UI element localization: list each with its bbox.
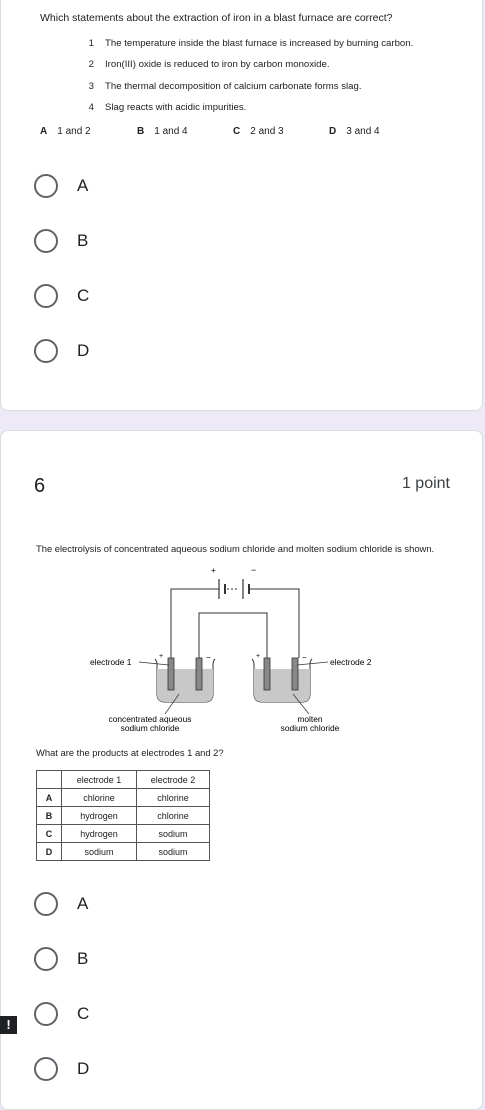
table-header-row (37, 771, 210, 789)
table-row (37, 825, 210, 843)
question-card-6 (0, 430, 483, 1110)
table-cell: C (37, 825, 62, 843)
electrode-1-rod (168, 658, 174, 690)
left-solution-label-1: concentrated aqueous (108, 714, 192, 724)
right-anode-rod (264, 658, 270, 690)
electrode-2-label: electrode 2 (330, 657, 372, 667)
right-melt-label-1: molten (297, 714, 323, 724)
answer-key-b: B 1 and 4 (137, 126, 188, 137)
answer-key-d: D 3 and 4 (329, 126, 380, 137)
answer-key-c: C 2 and 3 (233, 126, 284, 137)
electrolysis-diagram (81, 564, 391, 742)
table-cell: D (37, 843, 62, 861)
table-cell: B (37, 807, 62, 825)
table-row (37, 807, 210, 825)
choice-a[interactable]: A (34, 173, 88, 199)
table-cell: sodium (62, 843, 137, 861)
table-cell: chlorine (137, 789, 210, 807)
table-row (37, 789, 210, 807)
question-number: 6 (34, 475, 46, 497)
right-melt-label-2: sodium chloride (280, 723, 340, 733)
right-anode-polarity: + (256, 653, 261, 660)
left-solution (157, 669, 213, 702)
outer-wire (171, 589, 299, 658)
radio-button[interactable] (34, 947, 58, 971)
radio-button[interactable] (34, 284, 58, 308)
table-cell: sodium (137, 843, 210, 861)
table-cell: chlorine (62, 789, 137, 807)
choice-c[interactable]: C (34, 1001, 89, 1027)
question-text: What are the products at electrodes 1 and 2? (36, 747, 224, 758)
choice-b[interactable]: B (34, 228, 88, 254)
choice-c[interactable]: C (34, 283, 89, 309)
battery-minus-sign: − (251, 565, 257, 575)
question-text: Which statements about the extraction of iron in a blast furnace are correct? (40, 12, 393, 24)
question-intro: The electrolysis of concentrated aqueous sodium chloride and molten sodium chloride is shown. (36, 543, 435, 554)
electrode-1-leader (139, 662, 169, 665)
radio-button[interactable] (34, 339, 58, 363)
question-card-5: Which statements about the extraction of iron in a blast furnace are correct? 1 The temperature inside the blast furnace is increased by burning carbon. 2 Iron(III) oxide is reduced to iron by carbon monoxide. 3 The thermal decomposition of calcium carbonate forms slag. 4 Slag reacts with acidic impurities. A 1 and 2 B 1 and 4 C 2 and 3 D 3 and 4 A B C D (0, 0, 483, 411)
battery-plus-sign: + (211, 566, 216, 575)
table-cell: hydrogen (62, 825, 137, 843)
table-cell: A (37, 789, 62, 807)
choice-d[interactable]: D (34, 1056, 89, 1082)
left-cathode-polarity: − (206, 653, 211, 662)
table-row (37, 843, 210, 861)
table-header: electrode 2 (137, 771, 210, 789)
choice-a[interactable]: A (34, 891, 88, 917)
left-solution-label-2: sodium chloride (120, 723, 180, 733)
electrode-2-rod (292, 658, 298, 690)
electrode-2-polarity: − (302, 653, 307, 662)
choice-b[interactable]: B (34, 946, 88, 972)
radio-button[interactable] (34, 892, 58, 916)
right-melt (254, 669, 310, 702)
radio-button[interactable] (34, 1002, 58, 1026)
table-header: electrode 1 (62, 771, 137, 789)
electrode-1-polarity: + (159, 653, 164, 660)
choice-d[interactable]: D (34, 338, 89, 364)
left-cathode-rod (196, 658, 202, 690)
radio-button[interactable] (34, 229, 58, 253)
inner-wire (199, 613, 267, 658)
electrode-1-label: electrode 1 (90, 657, 132, 667)
radio-button[interactable] (34, 174, 58, 198)
answer-table (36, 770, 210, 861)
table-header (37, 771, 62, 789)
warning-icon[interactable]: ! (0, 1016, 17, 1034)
table-cell: sodium (137, 825, 210, 843)
radio-button[interactable] (34, 1057, 58, 1081)
electrode-2-leader (297, 662, 328, 665)
table-cell: chlorine (137, 807, 210, 825)
answer-key-a: A 1 and 2 (40, 126, 91, 137)
points-label: 1 point (401, 475, 450, 492)
table-cell: hydrogen (62, 807, 137, 825)
